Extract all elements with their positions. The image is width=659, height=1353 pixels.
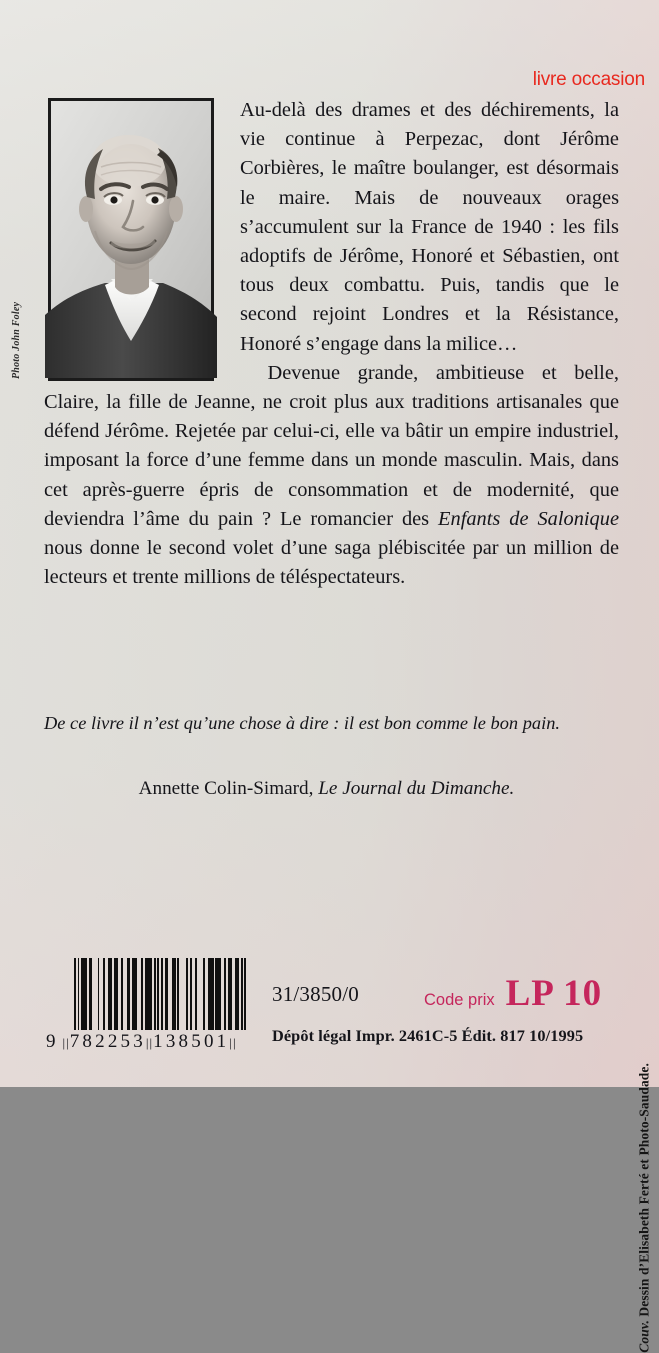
cover-credit-label (637, 1063, 653, 1353)
blurb-paragraph-1: Au-delà des drames et des déchirements, la vie continue à Perpezac, dont Jérôme Corbières, le maître boulanger, est désormais le maire. Mais de nouveaux orages s’accumulent sur la France de 1940 : les fils adoptifs de Jérôme, Honoré et Sébastien, ont tous deux combattu. Puis, tandis que le second rejoint Londres et la Résistance, Honoré s’engage dans la milice… (240, 99, 619, 355)
attribution-author: Annette Colin-Simard, (138, 778, 319, 799)
reference-number: 31/3850/0 (272, 982, 359, 1006)
press-quote-text: De ce livre il n’est qu’une chose à dire : il est bon comme le bon pain. (44, 713, 560, 733)
barcode-digits (46, 1031, 254, 1053)
blurb-text (44, 96, 619, 592)
barcode-guard-right: || (229, 1035, 237, 1050)
barcode-group-2: 138501 (153, 1031, 230, 1052)
barcode-lead-digit: 9 (46, 1031, 57, 1052)
price-code-value: LP 10 (505, 973, 603, 1014)
livre-occasion-watermark: livre occasion (532, 69, 645, 90)
cover-credit-rest: Dessin d’Elisabeth Ferté et Photo-Saudade. (637, 1063, 652, 1321)
barcode-guard-center: || (145, 1035, 154, 1050)
legal-notice: Dépôt légal Impr. 2461C-5 Édit. 817 10/1995 (272, 1026, 584, 1045)
footer-bar (0, 950, 659, 1070)
press-quote (44, 710, 609, 737)
press-quote-attribution (44, 775, 609, 802)
blurb-paragraph-2 (44, 359, 619, 593)
photo-text-wrap-spacer (44, 96, 240, 384)
barcode-block (46, 958, 254, 1053)
barcode-group-1: 782253 (69, 1031, 146, 1052)
barcode-bars (74, 958, 254, 1030)
barcode-guard-left: || (62, 1035, 70, 1050)
cover-credit-prefix: Couv. (637, 1320, 652, 1353)
blurb-paragraph-2-part-2: nous donne le second volet d’une saga plébiscitée par un million de lecteurs et trente millions de téléspectateurs. (44, 537, 619, 589)
photo-credit-label: Photo John Foley (11, 301, 22, 379)
price-code-label: Code prix (424, 991, 495, 1009)
blurb-book-title: Enfants de Salonique (438, 507, 619, 530)
blurb-paragraph-2-part-1: Devenue grande, ambitieuse et belle, Claire, la fille de Jeanne, ne croit plus aux traditions artisanales que défend Jérôme. Rejetée par celui-ci, elle va bâtir un empire industriel, imposant la force d’une femme dans un monde masculin. Mais, dans cet après-guerre épris de consommation et de modernité, que deviendra l’âme du pain ? Le romancier des (44, 361, 619, 530)
attribution-journal: Le Journal du Dimanche. (318, 778, 515, 799)
price-code-block (424, 973, 603, 1014)
